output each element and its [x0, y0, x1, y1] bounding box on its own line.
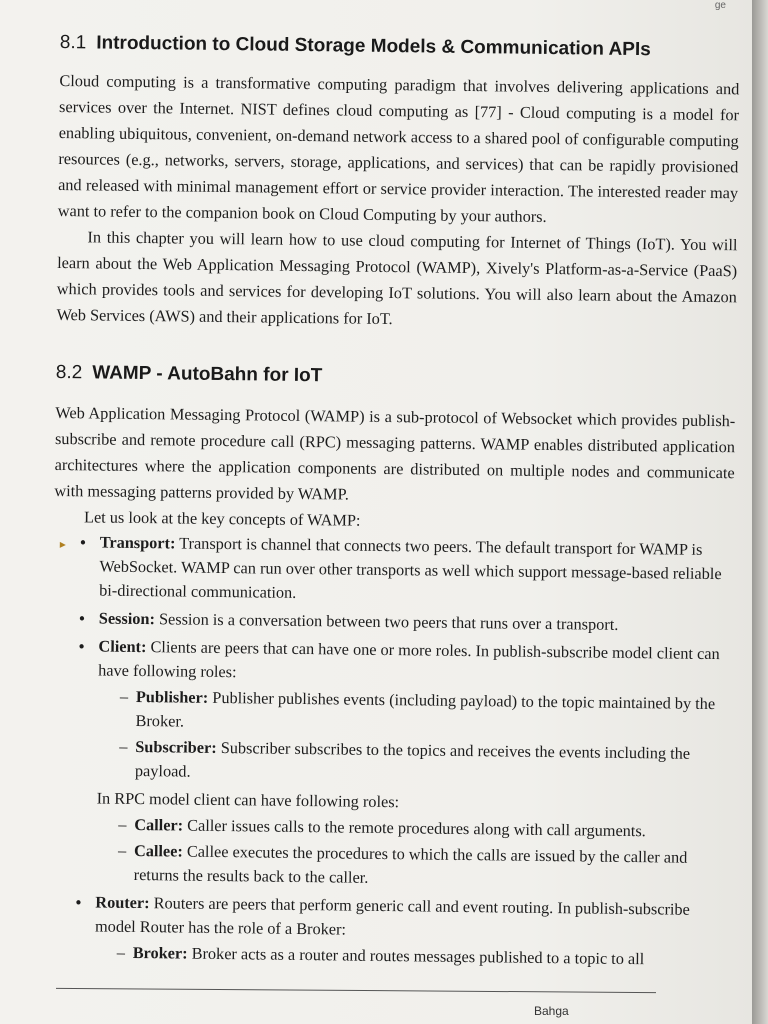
bullet-icon: • — [78, 608, 86, 629]
dash-icon: – — [118, 814, 127, 834]
list-item-callee — [96, 839, 731, 895]
section-8-2-heading — [56, 362, 736, 392]
definition: Publisher publishes events (including payload) to the topic maintained by the Broker. — [135, 687, 716, 731]
term: Broker: — [132, 942, 188, 963]
section-8-1-heading — [60, 32, 740, 62]
list-item-subscriber — [97, 735, 732, 791]
definition: Caller issues calls to the remote procedures along with call arguments. — [187, 815, 646, 841]
term: Router: — [95, 892, 150, 913]
dash-icon: – — [116, 942, 126, 962]
pointer-arrow-icon: ▸ — [59, 537, 66, 552]
definition: Transport is channel that connects two peers. The default transport for WAMP is WebSocket. WAMP can run over other transports as well which support message-based reliable bi-directional communication. — [99, 533, 722, 602]
list-lead: Let us look at the key concepts of WAMP: — [83, 507, 361, 530]
paragraph: Cloud computing is a transformative computing paradigm that involves delivering applications and services over the Internet. NIST defines cloud computing as [77] - Cloud computing is a model for enabling ubiquitous, convenient, on-demand network access to a shared pool of configurable computing resources (e.g., networks, servers, storage, applications, and services) that can be rapidly provisioned and released with minimal management effort or service provider interaction. The interested reader may want to refer to the companion book on Cloud Computing by your authors. — [57, 70, 740, 226]
list-item-broker — [95, 940, 729, 972]
list-item-router — [49, 890, 730, 972]
term: Publisher: — [135, 686, 209, 707]
section-number: 8.1 — [59, 32, 87, 54]
corner-text: ge — [714, 0, 726, 11]
page-edge-shadow — [752, 0, 768, 1024]
section-number: 8.2 — [55, 361, 83, 384]
page-content — [49, 32, 740, 976]
wamp-concepts-list — [49, 530, 734, 972]
term: Session: — [98, 608, 156, 629]
router-roles-list — [95, 940, 729, 972]
dash-icon: – — [119, 686, 129, 706]
bullet-icon: • — [75, 892, 82, 913]
dash-icon: – — [117, 840, 127, 860]
definition: Session is a conversation between two peers that runs over a transport. — [158, 609, 619, 634]
footer-text: Bahga — [534, 1004, 569, 1018]
term: Transport: — [99, 532, 176, 553]
list-item-client — [50, 634, 733, 894]
term: Caller: — [134, 814, 184, 835]
term: Subscriber: — [135, 736, 217, 757]
list-item-transport — [53, 530, 734, 610]
paragraph: In this chapter you will learn how to use cloud computing for Internet of Things (IoT). You will learn about the Web Application Messaging Protocol (WAMP), Xively's Platform-as-a-Service (PaaS) which provides tools and services for developing IoT solutions. You will also learn about the Amazon Web Services (AWS) and their applications for IoT. — [56, 227, 738, 329]
definition: Routers are peers that perform generic call and event routing. In publish-subscribe model Router has the role of a Broker: — [94, 893, 690, 939]
dash-icon: – — [119, 736, 128, 756]
term: Callee: — [133, 840, 183, 861]
definition: Clients are peers that can have one or more roles. In publish-subscribe model client can have following roles: — [98, 637, 720, 682]
footer-rule — [56, 988, 656, 993]
definition: Subscriber subscribes to the topics and receives the events including the payload. — [134, 738, 691, 781]
section-title: WAMP - AutoBahn for IoT — [92, 362, 323, 387]
list-item-session — [53, 606, 733, 638]
bullet-icon: • — [79, 532, 87, 553]
rpc-intro: In RPC model client can have following roles: — [96, 788, 400, 812]
pubsub-roles-list — [97, 685, 732, 791]
list-item-publisher — [97, 685, 732, 741]
definition: Callee executes the procedures to which the calls are issued by the caller and returns the results back to the caller. — [133, 841, 688, 887]
bullet-icon: • — [78, 636, 85, 657]
section-title: Introduction to Cloud Storage Models & Communication APIs — [96, 32, 651, 61]
term: Client: — [98, 636, 147, 657]
rpc-roles-list — [96, 813, 731, 895]
definition: Broker acts as a router and routes messages published to a topic to all — [191, 943, 645, 969]
paragraph: Web Application Messaging Protocol (WAMP) is a sub-protocol of Websocket which provides publish-subscribe and remote procedure call (RPC) messaging patterns. WAMP enables distributed application architectures where the application components are distributed on multiple nodes and communicate with messaging patterns provided by WAMP. — [54, 402, 736, 504]
